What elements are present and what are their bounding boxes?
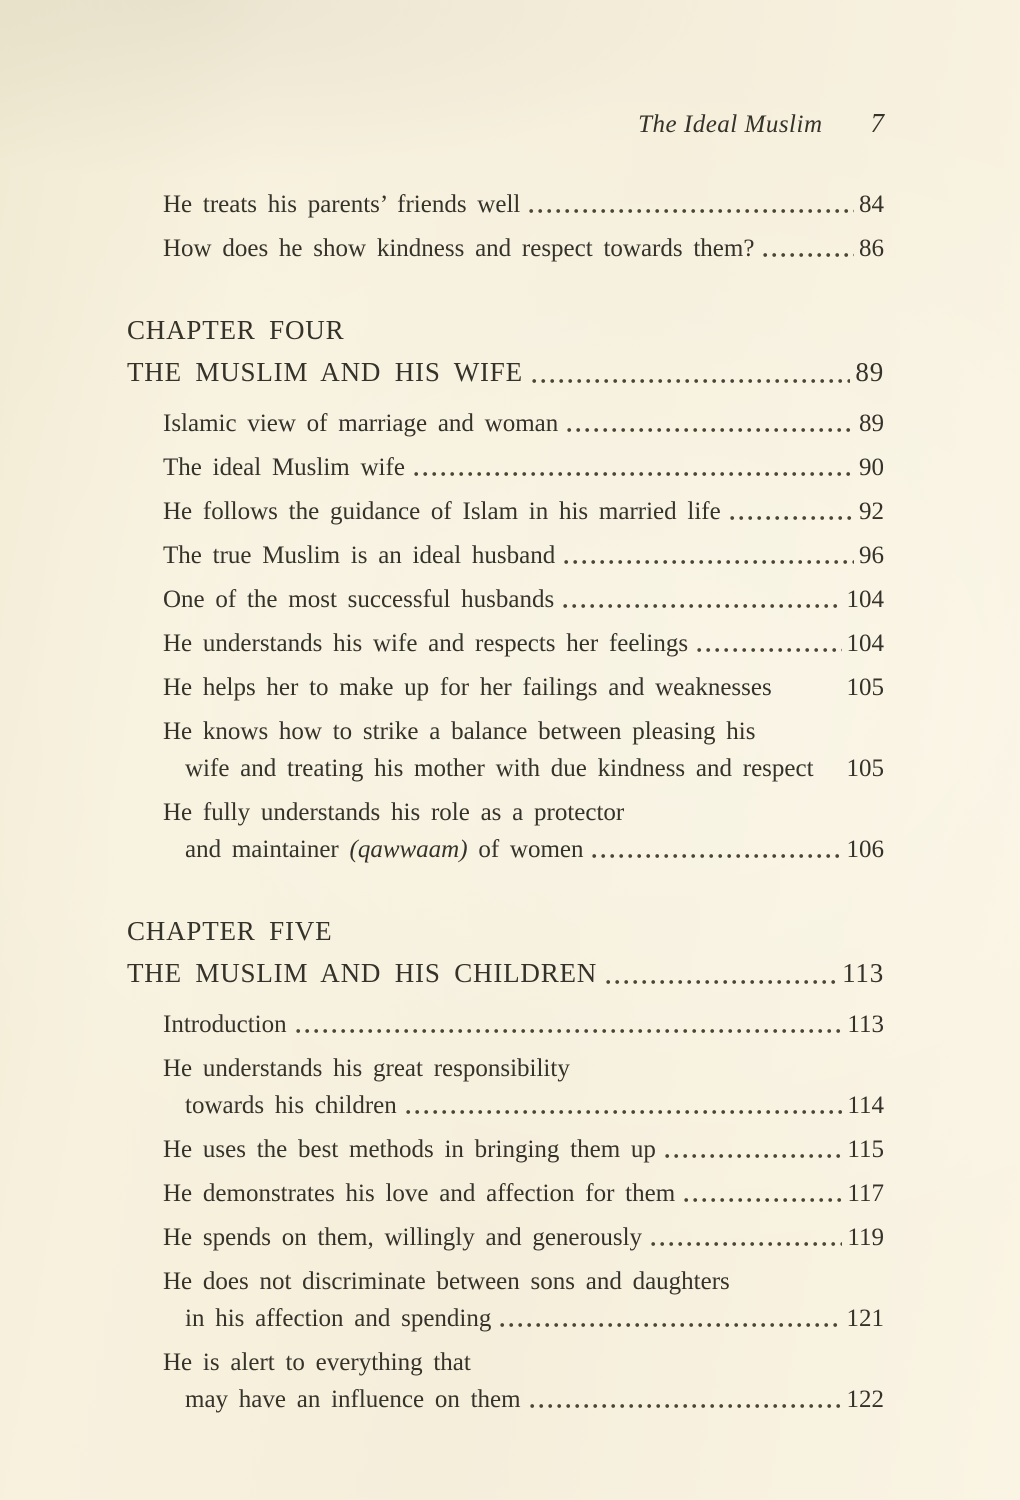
- entry-page-number: 90: [859, 454, 884, 481]
- dot-leader: [697, 625, 841, 662]
- entry-title: The true Muslim is an ideal husband: [163, 542, 556, 569]
- entry-title: One of the most successful husbands: [163, 586, 555, 613]
- toc-entry: [163, 405, 884, 442]
- chapter-page-number: 89: [855, 357, 884, 387]
- spacer: [823, 750, 842, 787]
- entry-title-line1: He fully understands his role as a protector: [163, 799, 625, 826]
- toc-entry: [163, 537, 884, 574]
- toc-entry: [163, 493, 884, 530]
- page-header: [127, 104, 884, 144]
- entry-page-number: 104: [846, 586, 884, 613]
- toc-entry: [163, 1006, 884, 1043]
- entry-title-line2: wife and treating his mother with due kindness and respect: [185, 755, 814, 782]
- dot-leader: [606, 952, 837, 994]
- entry-page-number: 105: [846, 674, 884, 701]
- entry-page-number: 121: [846, 1305, 884, 1332]
- entry-title-line2-row: [185, 1381, 884, 1418]
- entry-title: He spends on them, willingly and generously: [163, 1224, 643, 1251]
- entry-title: Introduction: [163, 1011, 287, 1038]
- entry-page-number: 119: [847, 1224, 884, 1251]
- entry-title-line2: towards his children: [185, 1092, 397, 1119]
- dot-leader: [684, 1175, 842, 1212]
- entry-title-line1: He understands his great responsibility: [163, 1055, 570, 1082]
- entry-title-line2-row: [185, 750, 884, 787]
- entry-page-number: 113: [847, 1011, 884, 1038]
- page-number: 7: [870, 108, 884, 138]
- toc-entry: [163, 1344, 884, 1418]
- dot-leader: [665, 1131, 843, 1168]
- entry-title-line2-row: [185, 1087, 884, 1124]
- dot-leader: [730, 493, 854, 530]
- dot-leader: [530, 1381, 842, 1418]
- entry-title-line1: He knows how to strike a balance between pleasing his: [163, 718, 756, 745]
- toc-entry: [163, 625, 884, 662]
- toc-entry: [163, 1050, 884, 1124]
- entry-title: Islamic view of marriage and woman: [163, 410, 559, 437]
- chapter-title: THE MUSLIM AND HIS WIFE: [127, 357, 523, 387]
- dot-leader: [564, 537, 854, 574]
- dot-leader: [651, 1219, 842, 1256]
- table-of-contents: [127, 186, 884, 1418]
- entry-page-number: 115: [847, 1136, 884, 1163]
- dot-leader: [406, 1087, 843, 1124]
- entry-title-line2-row: [185, 1300, 884, 1337]
- toc-entry: [163, 1131, 884, 1168]
- chapter-label: CHAPTER FOUR: [127, 315, 345, 345]
- entry-title: He uses the best methods in bringing them up: [163, 1136, 656, 1163]
- toc-entry: [163, 1219, 884, 1256]
- entry-page-number: 104: [846, 630, 884, 657]
- entry-page-number: 114: [847, 1092, 884, 1119]
- toc-entry: [163, 669, 884, 706]
- toc-entry: [163, 449, 884, 486]
- spacer: [781, 669, 842, 706]
- entry-title: He treats his parents’ friends well: [163, 191, 521, 218]
- dot-leader: [414, 449, 854, 486]
- entry-title: He helps her to make up for her failings and weaknesses: [163, 674, 772, 701]
- toc-entry: [163, 713, 884, 787]
- dot-leader: [567, 405, 854, 442]
- entry-title-line2: may have an influence on them: [185, 1386, 521, 1413]
- entry-title-line1: He is alert to everything that: [163, 1349, 471, 1376]
- dot-leader: [763, 230, 854, 267]
- running-title: The Ideal Muslim: [638, 111, 823, 138]
- entry-title: He follows the guidance of Islam in his married life: [163, 498, 721, 525]
- chapter-page-number: 113: [842, 958, 884, 988]
- entry-page-number: 105: [846, 755, 884, 782]
- dot-leader: [563, 581, 841, 618]
- chapter-heading: [127, 309, 884, 393]
- chapter-heading: [127, 910, 884, 994]
- dot-leader: [532, 351, 850, 393]
- entry-title: He demonstrates his love and affection for them: [163, 1180, 676, 1207]
- entry-title: How does he show kindness and respect towards them?: [163, 235, 755, 262]
- toc-entry: [163, 230, 884, 267]
- chapter-title: THE MUSLIM AND HIS CHILDREN: [127, 958, 598, 988]
- entry-title-line2-row: [185, 831, 884, 868]
- arabic-term: (qawwaam): [349, 836, 468, 863]
- toc-entry: [163, 186, 884, 223]
- toc-entry: [163, 794, 884, 868]
- entry-page-number: 92: [859, 498, 884, 525]
- entry-page-number: 89: [859, 410, 884, 437]
- chapter-title-row: [127, 952, 884, 994]
- toc-content: [127, 0, 884, 1425]
- chapter-title-row: [127, 351, 884, 393]
- dot-leader: [296, 1006, 843, 1043]
- entry-page-number: 117: [847, 1180, 884, 1207]
- entry-title-line2: and maintainer (qawwaam) of women: [185, 836, 584, 863]
- entry-page-number: 86: [859, 235, 884, 262]
- toc-entry: [163, 1263, 884, 1337]
- entry-title: He understands his wife and respects her feelings: [163, 630, 689, 657]
- entry-title-line1: He does not discriminate between sons and daughters: [163, 1268, 730, 1295]
- entry-page-number: 106: [846, 836, 884, 863]
- toc-entry: [163, 581, 884, 618]
- dot-leader: [529, 186, 854, 223]
- toc-entry: [163, 1175, 884, 1212]
- entry-title: The ideal Muslim wife: [163, 454, 405, 481]
- entry-page-number: 122: [846, 1386, 884, 1413]
- chapter-label: CHAPTER FIVE: [127, 916, 333, 946]
- entry-page-number: 96: [859, 542, 884, 569]
- entry-page-number: 84: [859, 191, 884, 218]
- dot-leader: [500, 1300, 841, 1337]
- dot-leader: [592, 831, 841, 868]
- entry-title-line2: in his affection and spending: [185, 1305, 492, 1332]
